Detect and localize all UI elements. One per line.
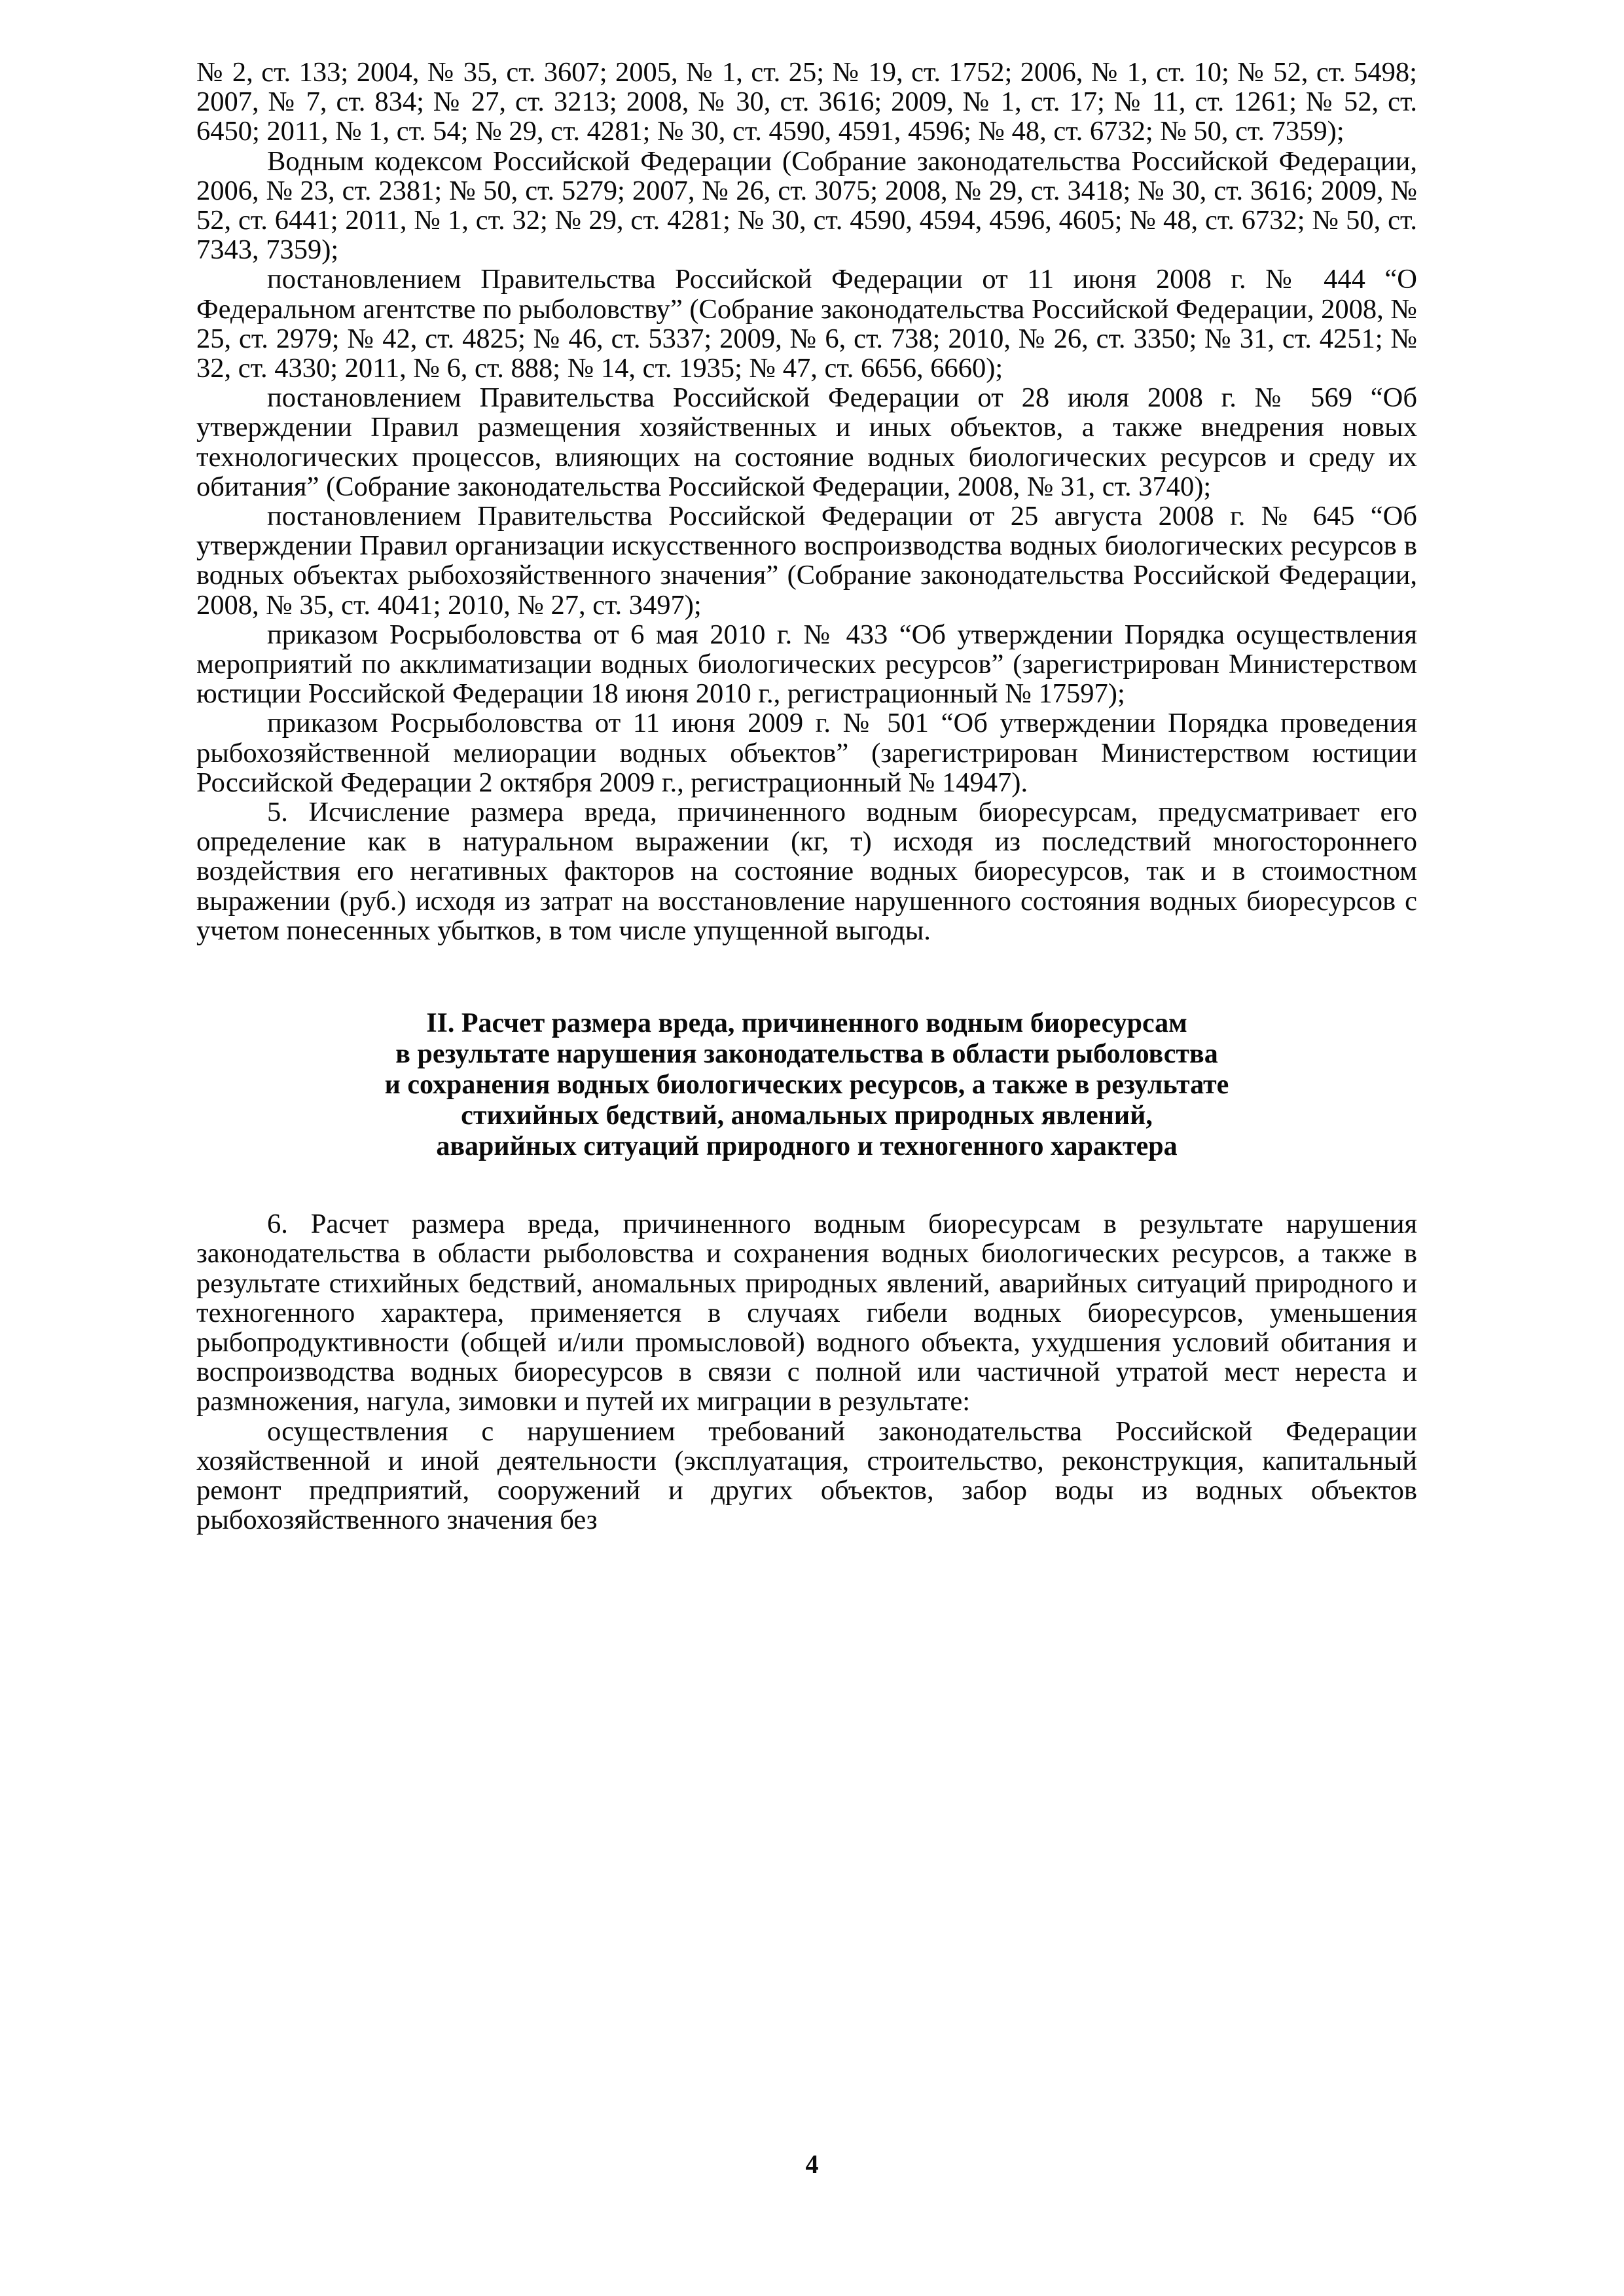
paragraph-resolution-645: постановлением Правительства Российской Федерации от 25 августа 2008 г. № 645 “Об утверждении Правил организации искусственного воспроизводства водных биологических ресурсов в водных объектах рыбохозяйственного значения” (Собрание законодательства Российской Федерации, 2008, № 35, ст. 4041; 2010, № 27, ст. 3497); (196, 501, 1417, 621)
paragraph-activity-violation: осуществления с нарушением требований законодательства Российской Федерации хозяйственной и иной деятельности (эксплуатация, строительство, реконструкция, капитальный ремонт предприятий, сооружений и других объектов, забор воды из водных объектов рыбохозяйственного значения без (196, 1415, 1417, 1536)
section-heading-line: II. Расчет размера вреда, причиненного водным биоресурсам (426, 1008, 1187, 1039)
page-number: 4 (805, 2149, 819, 2179)
paragraph-item-5: 5. Исчисление размера вреда, причиненного водным биоресурсам, предусматривает его определение как в натуральном выражении (кг, т) исходя из последствий многостороннего воздействия его негативных факторов на состояние водных биоресурсов, так и в стоимостном выражении (руб.) исходя из затрат на восстановление нарушенного состояния водных биоресурсов с учетом понесенных убытков, в том числе упущенной выгоды. (196, 797, 1417, 946)
section-heading-line: аварийных ситуаций природного и техногенного характера (436, 1131, 1178, 1162)
document-page (196, 58, 1417, 1535)
paragraph-water-code: Водным кодексом Российской Федерации (Собрание законодательства Российской Федерации, 2006, № 23, ст. 2381; № 50, ст. 5279; 2007, № 26, ст. 3075; 2008, № 29, ст. 3418; № 30, ст. 3616; 2009, № 52, ст. 6441; 2011, № 1, ст. 32; № 29, ст. 4281; № 30, ст. 4590, 4594, 4596, 4605; № 48, ст. 6732; № 50, ст. 7343, 7359); (196, 145, 1417, 266)
section-heading-line: в результате нарушения законодательства в области рыболовства (395, 1039, 1218, 1070)
section-heading-line: стихийных бедствий, аномальных природных явлений, (461, 1101, 1153, 1131)
paragraph-order-433: приказом Росрыболовства от 6 мая 2010 г. № 433 “Об утверждении Порядка осуществления мероприятий по акклиматизации водных биологических ресурсов” (зарегистрирован Министерством юстиции Российской Федерации 18 июня 2010 г., регистрационный № 17597); (196, 619, 1417, 710)
section-heading (236, 1008, 1378, 1162)
paragraph-legal-refs-continuation: № 2, ст. 133; 2004, № 35, ст. 3607; 2005, № 1, ст. 25; № 19, ст. 1752; 2006, № 1, ст. 10; № 52, ст. 5498; 2007, № 7, ст. 834; № 27, ст. 3213; 2008, № 30, ст. 3616; 2009, № 1, ст. 17; № 11, ст. 1261; № 52, ст. 6450; 2011, № 1, ст. 54; № 29, ст. 4281; № 30, ст. 4590, 4591, 4596; № 48, ст. 6732; № 50, ст. 7359); (196, 57, 1417, 147)
paragraph-order-501: приказом Росрыболовства от 11 июня 2009 г. № 501 “Об утверждении Порядка проведения рыбохозяйственной мелиорации водных объектов” (зарегистрирован Министерством юстиции Российской Федерации 2 октября 2009 г., регистрационный № 14947). (196, 708, 1417, 798)
section-heading-line: и сохранения водных биологических ресурсов, а также в результате (384, 1070, 1229, 1101)
paragraph-item-6: 6. Расчет размера вреда, причиненного водным биоресурсам в результате нарушения законодательства в области рыболовства и сохранения водных биологических ресурсов, а также в результате стихийных бедствий, аномальных природных явлений, аварийных ситуаций природного и техногенного характера, применяется в случаях гибели водных биоресурсов, уменьшения рыбопродуктивности (общей и/или промысловой) водного объекта, ухудшения условий обитания и воспроизводства водных биоресурсов в связи с полной или частичной утратой мест нереста и размножения, нагула, зимовки и путей их миграции в результате: (196, 1209, 1417, 1417)
paragraph-resolution-569: постановлением Правительства Российской Федерации от 28 июля 2008 г. № 569 “Об утверждении Правил размещения хозяйственных и иных объектов, а также внедрения новых технологических процессов, влияющих на состояние водных биологических ресурсов и среду их обитания” (Собрание законодательства Российской Федерации, 2008, № 31, ст. 3740); (196, 382, 1417, 502)
paragraph-resolution-444: постановлением Правительства Российской Федерации от 11 июня 2008 г. № 444 “О Федеральном агентстве по рыболовству” (Собрание законодательства Российской Федерации, 2008, № 25, ст. 2979; № 42, ст. 4825; № 46, ст. 5337; 2009, № 6, ст. 738; 2010, № 26, ст. 3350; № 31, ст. 4251; № 32, ст. 4330; 2011, № 6, ст. 888; № 14, ст. 1935; № 47, ст. 6656, 6660); (196, 264, 1417, 384)
